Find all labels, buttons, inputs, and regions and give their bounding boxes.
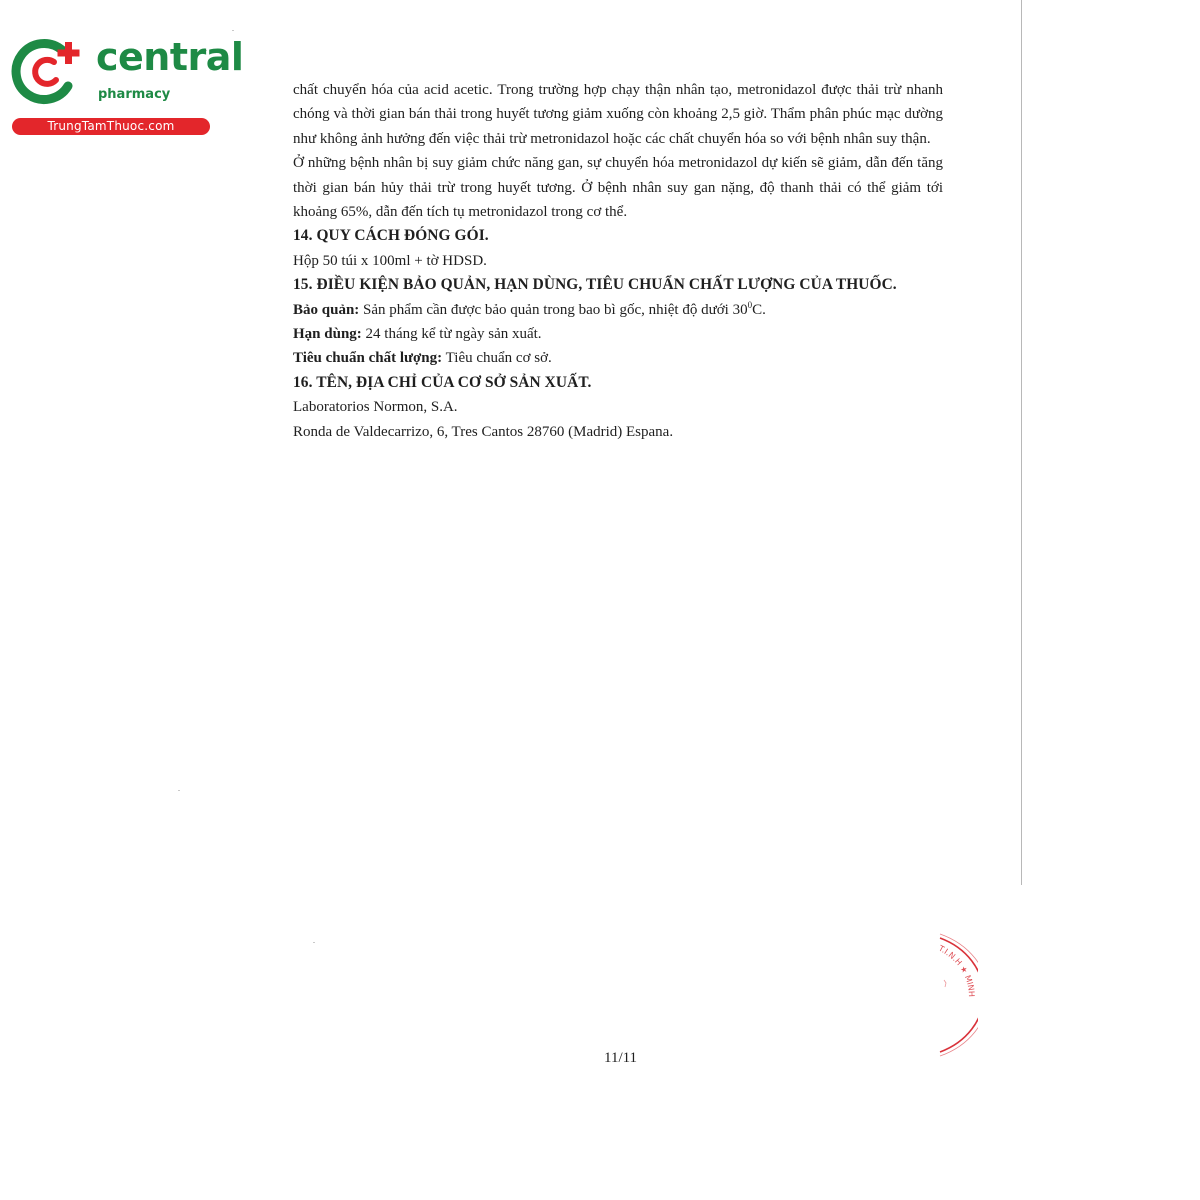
- storage-line: [293, 298, 943, 322]
- section-15-heading: 15. ĐIỀU KIỆN BẢO QUẢN, HẠN DÙNG, TIÊU CHUẨN CHẤT LƯỢNG CỦA THUỐC.: [293, 276, 897, 294]
- quality-standard-line: [293, 346, 943, 370]
- page-edge-line: [1021, 0, 1022, 885]
- manufacturer-address: Ronda de Valdecarrizo, 6, Tres Cantos 28760 (Madrid) Espana.: [293, 423, 674, 440]
- degree-superscript: 0: [747, 299, 753, 310]
- manufacturer-name: Laboratorios Normon, S.A.: [293, 399, 458, 416]
- document-body: [293, 78, 943, 444]
- section-14-heading: 14. QUY CÁCH ĐÓNG GÓI.: [293, 227, 489, 245]
- central-pharmacy-logo: [10, 35, 244, 136]
- svg-text:T.I.N.H ★ MINH: T.I.N.H ★ MINH: [937, 943, 977, 998]
- shelf-life-label: Hạn dùng:: [293, 326, 362, 343]
- scan-speck: [313, 942, 315, 943]
- section-16-heading: 16. TÊN, ĐỊA CHỈ CỦA CƠ SỞ SẢN XUẤT.: [293, 373, 592, 391]
- shelf-life-text: 24 tháng kể từ ngày sản xuất.: [361, 326, 542, 343]
- quality-standard-label: Tiêu chuẩn chất lượng:: [293, 350, 443, 367]
- storage-text: Sản phẩm cần được bảo quản trong bao bì gốc, nhiệt độ dưới 30: [359, 301, 748, 318]
- official-stamp-seal: [928, 930, 978, 1060]
- paragraph-hemodialysis: chất chuyển hóa của acid acetic. Trong trường hợp chạy thận nhân tạo, metronidazol được thải trừ nhanh chóng và thời gian bán thải trong huyết tương giảm xuống còn khoảng 2,5 giờ. Thẩm phân phúc mạc dường như không ảnh hưởng đến việc thải trừ metronidazol hoặc các chất chuyển hóa so với bệnh nhân suy thận.: [293, 82, 943, 147]
- logo-subtitle: pharmacy: [98, 87, 171, 102]
- section-14-text: Hộp 50 túi x 100ml + tờ HDSD.: [293, 252, 487, 269]
- page-number: 11/11: [604, 1050, 638, 1066]
- quality-standard-text: Tiêu chuẩn cơ sở.: [442, 350, 552, 367]
- scan-speck: [232, 30, 234, 31]
- logo-brand-name: central: [96, 35, 244, 79]
- logo-website: TrungTamThuoc.com: [12, 118, 210, 135]
- scan-speck: [178, 790, 180, 791]
- storage-unit: C.: [752, 301, 766, 318]
- paragraph-hepatic: Ở những bệnh nhân bị suy giảm chức năng gan, sự chuyển hóa metronidazol dự kiến sẽ giảm, dẫn đến tăng thời gian bán hủy thải trừ trong huyết tương. Ở bệnh nhân suy gan nặng, độ thanh thải có thể giảm tới khoảng 65%, dẫn đến tích tụ metronidazol trong cơ thể.: [293, 155, 943, 221]
- shelf-life-line: [293, 322, 943, 346]
- storage-label: Bảo quản:: [293, 301, 360, 318]
- pharmacy-cross-logo-icon: [10, 36, 88, 106]
